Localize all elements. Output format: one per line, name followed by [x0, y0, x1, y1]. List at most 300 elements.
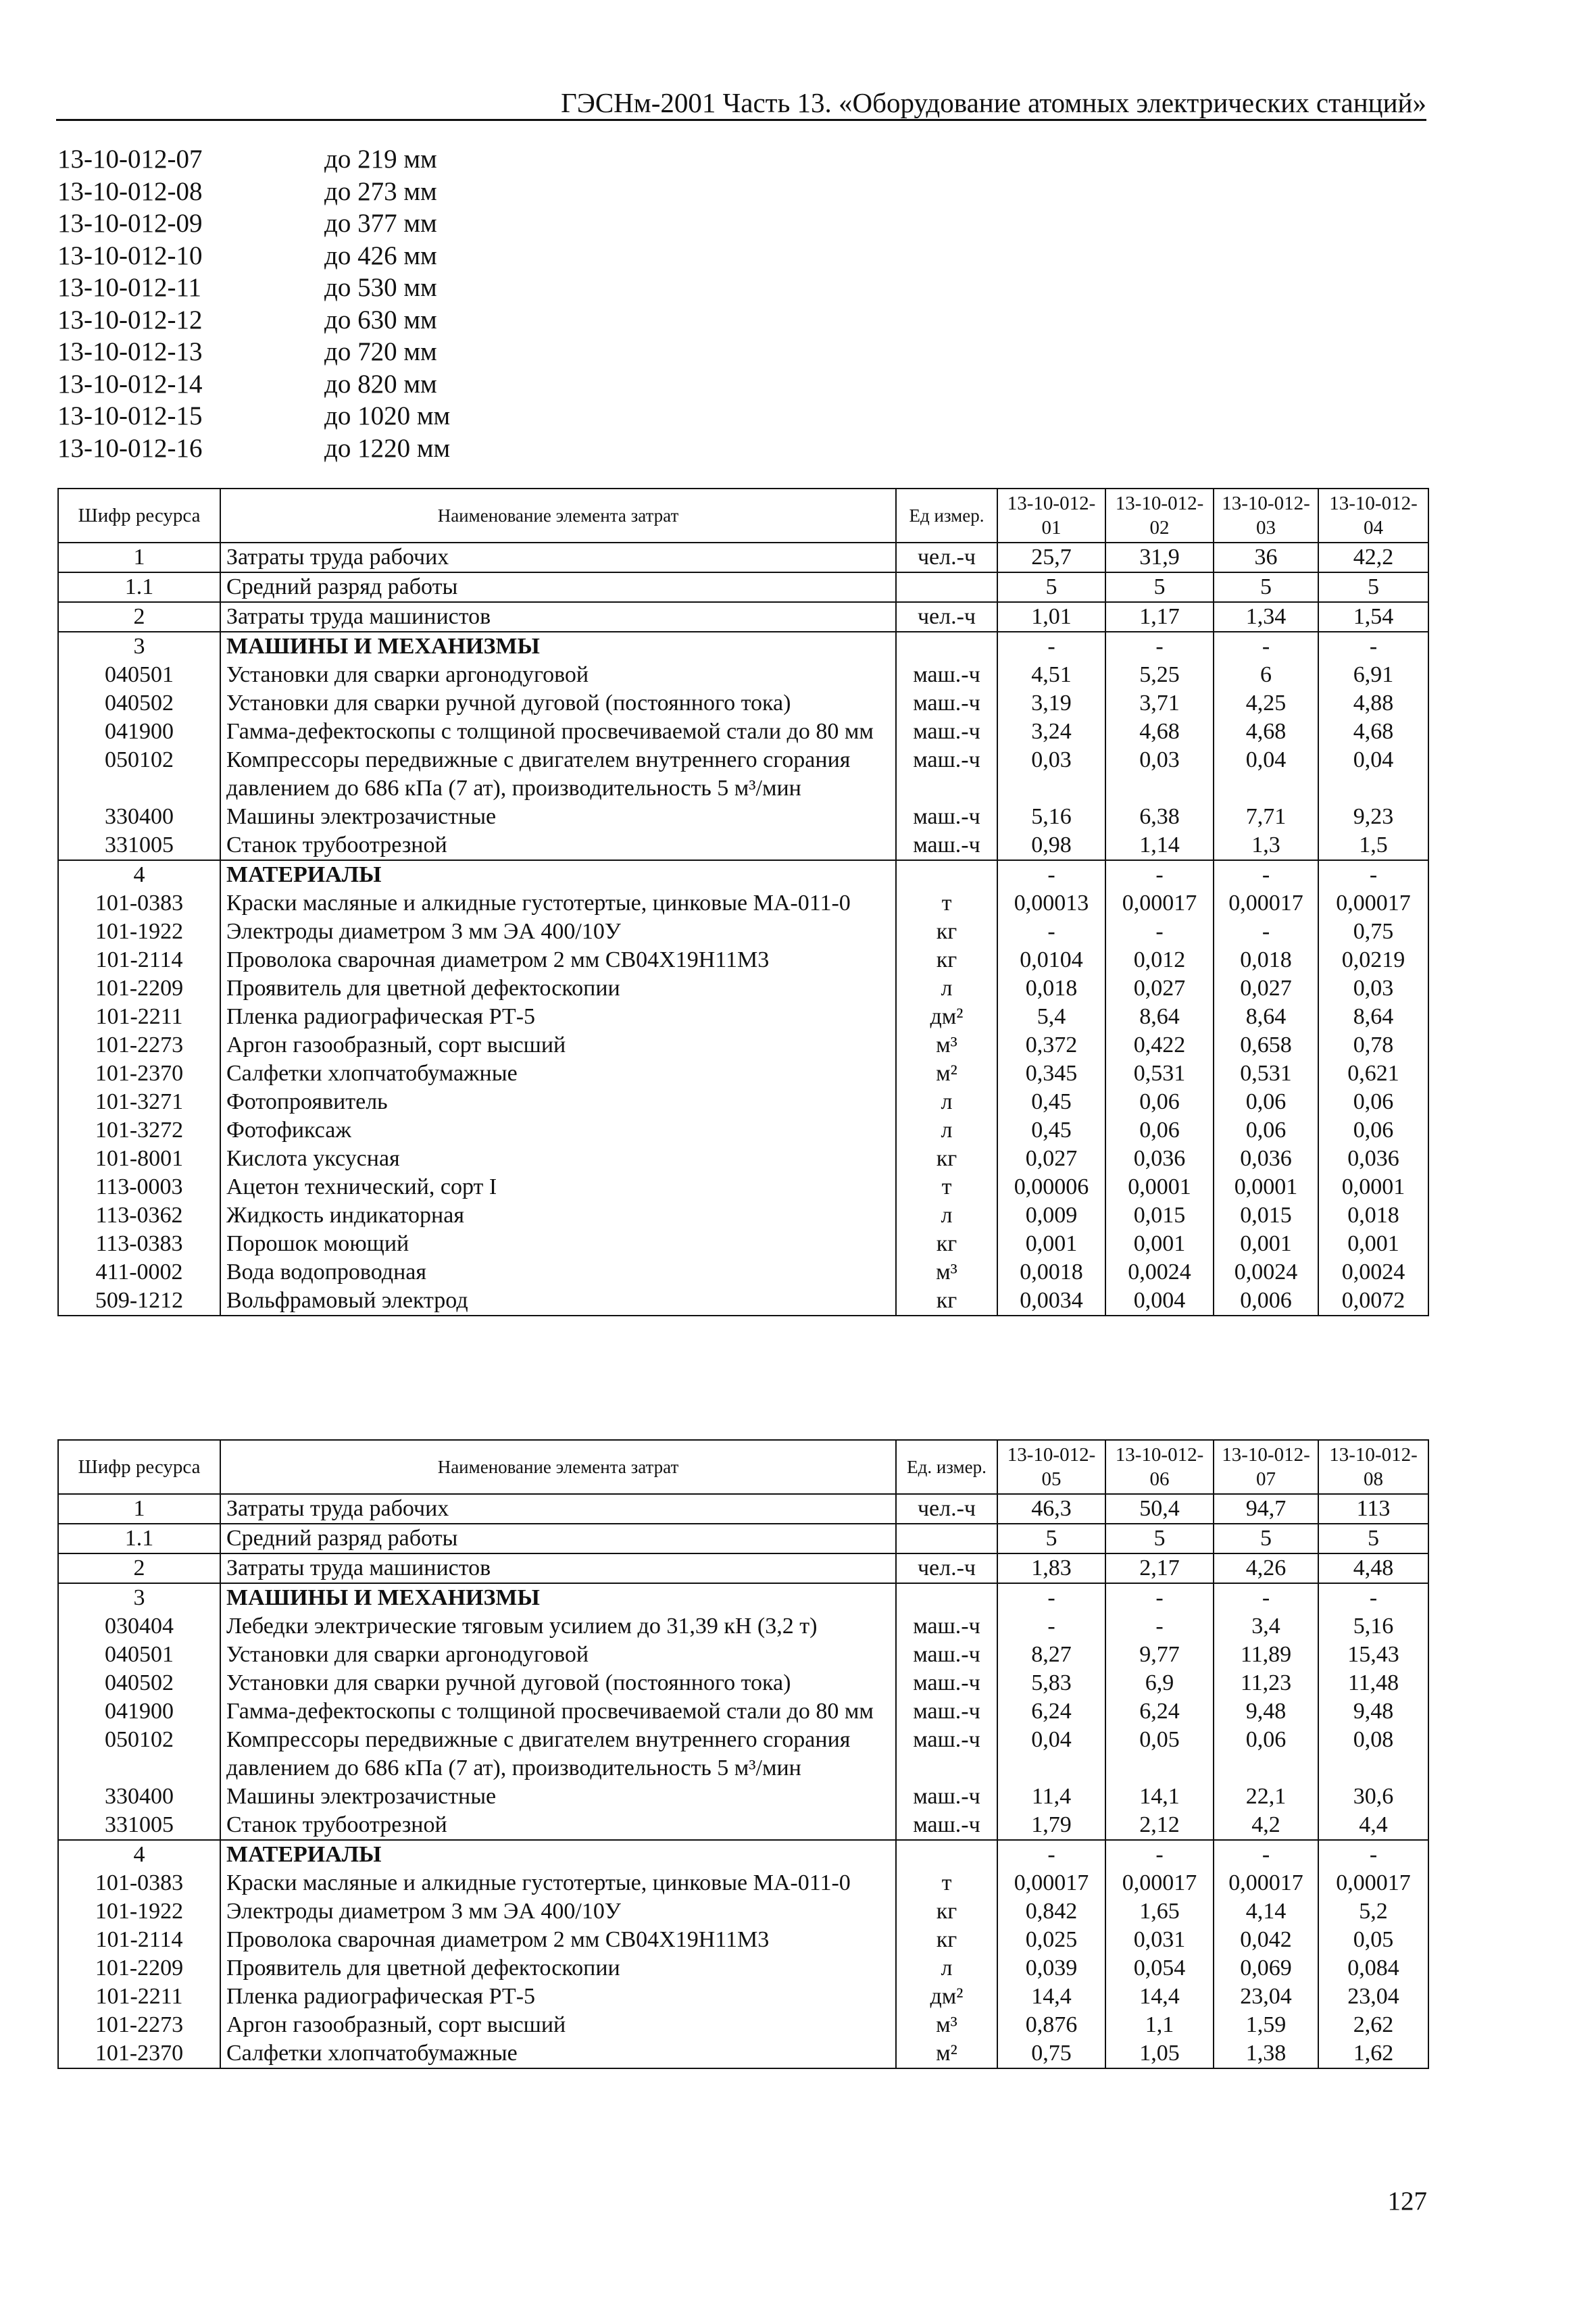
table-row — [58, 1583, 1428, 1612]
resource-code: 040502 — [58, 689, 220, 718]
table-row — [58, 543, 1428, 572]
table-row — [58, 1553, 1428, 1583]
resource-name: Затраты труда рабочих — [220, 1494, 896, 1524]
resource-value: 4,26 — [1214, 1553, 1318, 1583]
resource-value: 0,04 — [1214, 746, 1318, 803]
range-label: до 1220 мм — [324, 433, 451, 463]
resource-code: 101-3272 — [58, 1116, 220, 1145]
range-item — [57, 207, 450, 240]
resource-value: 14,4 — [1105, 1983, 1214, 2011]
resource-value: 5 — [1105, 1524, 1214, 1553]
table-row — [58, 831, 1428, 860]
resource-value: 0,009 — [997, 1201, 1105, 1230]
resource-name: Затраты труда рабочих — [220, 543, 896, 572]
resource-unit: м² — [896, 2039, 997, 2068]
table-row — [58, 2039, 1428, 2068]
resource-value: 0,018 — [1318, 1201, 1428, 1230]
resource-name: Фотофиксаж — [220, 1116, 896, 1145]
table-row — [58, 1088, 1428, 1116]
table-row — [58, 1897, 1428, 1926]
resource-unit: чел.-ч — [896, 1553, 997, 1583]
resource-value: - — [1318, 1583, 1428, 1612]
resource-name: Установки для сварки аргонодуговой — [220, 661, 896, 689]
resource-unit: маш.-ч — [896, 689, 997, 718]
resource-value: 0,00006 — [997, 1173, 1105, 1201]
resource-name: Ацетон технический, сорт I — [220, 1173, 896, 1201]
resource-value: 5,83 — [997, 1669, 1105, 1697]
resource-unit: л — [896, 1116, 997, 1145]
header-col-1: 13-10-012-05 — [997, 1440, 1105, 1494]
resource-code: 113-0003 — [58, 1173, 220, 1201]
resource-value: 5,16 — [1318, 1612, 1428, 1641]
page-header: ГЭСНм-2001 Часть 13. «Оборудование атомных электрических станций» — [561, 87, 1426, 118]
resource-value: 1,34 — [1214, 602, 1318, 632]
resource-unit: маш.-ч — [896, 1641, 997, 1669]
resource-name: Станок трубоотрезной — [220, 831, 896, 860]
resource-code: 331005 — [58, 831, 220, 860]
table-row — [58, 1003, 1428, 1031]
header-col-2: 13-10-012-06 — [1105, 1440, 1214, 1494]
table-row — [58, 689, 1428, 718]
resource-value: - — [1105, 860, 1214, 889]
resource-value: 0,027 — [1105, 974, 1214, 1003]
resource-name: Гамма-дефектоскопы с толщиной просвечиваемой стали до 80 мм — [220, 718, 896, 746]
resource-code: 101-1922 — [58, 918, 220, 946]
resource-value: - — [1105, 1612, 1214, 1641]
table-row — [58, 974, 1428, 1003]
header-unit: Ед измер. — [896, 489, 997, 543]
resource-code: 2 — [58, 1553, 220, 1583]
resource-name: Проволока сварочная диаметром 2 мм СВ04Х19Н11М3 — [220, 946, 896, 974]
range-code: 13-10-012-08 — [57, 176, 203, 206]
resource-name: Салфетки хлопчатобумажные — [220, 2039, 896, 2068]
resource-name: Установки для сварки ручной дуговой (постоянного тока) — [220, 1669, 896, 1697]
resource-value: - — [997, 1840, 1105, 1869]
table-row — [58, 632, 1428, 661]
resource-value: 0,98 — [997, 831, 1105, 860]
table-row — [58, 1783, 1428, 1811]
resource-value: - — [1318, 632, 1428, 661]
resource-value: 0,05 — [1105, 1726, 1214, 1783]
resource-unit — [896, 572, 997, 602]
table-row — [58, 946, 1428, 974]
resource-code: 050102 — [58, 746, 220, 803]
resource-value: - — [997, 860, 1105, 889]
resource-unit: маш.-ч — [896, 831, 997, 860]
resource-name: Пленка радиографическая РТ-5 — [220, 1003, 896, 1031]
resource-value: 0,03 — [1318, 974, 1428, 1003]
range-code: 13-10-012-15 — [57, 401, 203, 430]
table-row — [58, 572, 1428, 602]
resource-unit: маш.-ч — [896, 746, 997, 803]
resource-value: 0,031 — [1105, 1926, 1214, 1954]
resource-value: 0,06 — [1105, 1088, 1214, 1116]
resource-value: 5 — [1318, 1524, 1428, 1553]
range-code: 13-10-012-13 — [57, 337, 203, 366]
resource-code: 101-2273 — [58, 2011, 220, 2039]
resource-value: 0,001 — [1318, 1230, 1428, 1258]
resource-name: МАТЕРИАЛЫ — [220, 1840, 896, 1869]
table-row — [58, 1494, 1428, 1524]
resource-name: Вода водопроводная — [220, 1258, 896, 1287]
header-code: Шифр ресурса — [58, 489, 220, 543]
resource-value: 2,62 — [1318, 2011, 1428, 2039]
resource-value: 0,015 — [1214, 1201, 1318, 1230]
resource-code: 3 — [58, 632, 220, 661]
resource-unit: чел.-ч — [896, 602, 997, 632]
resource-name: Компрессоры передвижные с двигателем внутреннего сгорания давлением до 686 кПа (7 ат), производительность 5 м³/мин — [220, 1726, 896, 1783]
header-col-3: 13-10-012-07 — [1214, 1440, 1318, 1494]
resource-value: 4,2 — [1214, 1811, 1318, 1840]
resource-value: 0,036 — [1105, 1145, 1214, 1173]
table-row — [58, 1926, 1428, 1954]
resource-value: 8,27 — [997, 1641, 1105, 1669]
table-row — [58, 1869, 1428, 1897]
resource-name: Жидкость индикаторная — [220, 1201, 896, 1230]
resource-value: 11,4 — [997, 1783, 1105, 1811]
resource-value: 0,0219 — [1318, 946, 1428, 974]
resource-value: 0,0001 — [1105, 1173, 1214, 1201]
resource-value: - — [997, 1612, 1105, 1641]
range-code: 13-10-012-14 — [57, 369, 203, 399]
resource-code: 1.1 — [58, 1524, 220, 1553]
table-row — [58, 746, 1428, 803]
resource-value: 0,658 — [1214, 1031, 1318, 1060]
table-row — [58, 2011, 1428, 2039]
range-label: до 720 мм — [324, 337, 437, 366]
table-row — [58, 1954, 1428, 1983]
range-item — [57, 304, 450, 337]
resource-code: 040501 — [58, 661, 220, 689]
table-row — [58, 602, 1428, 632]
range-item — [57, 143, 450, 176]
resource-value: 0,054 — [1105, 1954, 1214, 1983]
resource-name: Установки для сварки аргонодуговой — [220, 1641, 896, 1669]
page-number: 127 — [1387, 2187, 1427, 2216]
resource-unit: маш.-ч — [896, 1726, 997, 1783]
header-col-4: 13-10-012-04 — [1318, 489, 1428, 543]
resource-unit: маш.-ч — [896, 1697, 997, 1726]
resource-name: Проявитель для цветной дефектоскопии — [220, 974, 896, 1003]
table-row — [58, 1116, 1428, 1145]
resource-unit: м³ — [896, 1258, 997, 1287]
header-name: Наименование элемента затрат — [220, 489, 896, 543]
resource-value: 22,1 — [1214, 1783, 1318, 1811]
resource-code: 1.1 — [58, 572, 220, 602]
resource-name: Проявитель для цветной дефектоскопии — [220, 1954, 896, 1983]
table-row — [58, 1612, 1428, 1641]
resource-unit: маш.-ч — [896, 803, 997, 831]
resource-value: 0,001 — [997, 1230, 1105, 1258]
resource-value: 0,0072 — [1318, 1287, 1428, 1316]
resource-value: 31,9 — [1105, 543, 1214, 572]
resource-unit: кг — [896, 918, 997, 946]
resource-value: 0,75 — [997, 2039, 1105, 2068]
range-label: до 426 мм — [324, 241, 437, 270]
resource-value: 1,59 — [1214, 2011, 1318, 2039]
resource-value: 5 — [1214, 572, 1318, 602]
resource-code: 4 — [58, 860, 220, 889]
resource-unit: маш.-ч — [896, 718, 997, 746]
resource-code: 101-8001 — [58, 1145, 220, 1173]
resource-value: 42,2 — [1318, 543, 1428, 572]
resource-value: - — [1214, 918, 1318, 946]
resource-value: - — [997, 1583, 1105, 1612]
resource-value: - — [1214, 1583, 1318, 1612]
resource-value: 0,001 — [1105, 1230, 1214, 1258]
resource-value: 0,06 — [1105, 1116, 1214, 1145]
resource-value: 1,1 — [1105, 2011, 1214, 2039]
resource-value: 8,64 — [1214, 1003, 1318, 1031]
resource-value: 1,17 — [1105, 602, 1214, 632]
resource-value: 11,48 — [1318, 1669, 1428, 1697]
resource-name: Компрессоры передвижные с двигателем внутреннего сгорания давлением до 686 кПа (7 ат), производительность 5 м³/мин — [220, 746, 896, 803]
resource-name: Электроды диаметром 3 мм ЭА 400/10У — [220, 1897, 896, 1926]
resource-code: 050102 — [58, 1726, 220, 1783]
resource-value: - — [1318, 1840, 1428, 1869]
resource-name: МАТЕРИАЛЫ — [220, 860, 896, 889]
table-row — [58, 860, 1428, 889]
table-row — [58, 1230, 1428, 1258]
resource-value: 0,018 — [997, 974, 1105, 1003]
resource-value: 0,001 — [1214, 1230, 1318, 1258]
resource-name: Средний разряд работы — [220, 1524, 896, 1553]
table-row — [58, 1983, 1428, 2011]
resource-unit: чел.-ч — [896, 1494, 997, 1524]
resource-table-1 — [57, 488, 1429, 1316]
resource-unit: л — [896, 974, 997, 1003]
table-row — [58, 889, 1428, 918]
resource-value: 0,842 — [997, 1897, 1105, 1926]
resource-value: - — [997, 632, 1105, 661]
resource-value: 50,4 — [1105, 1494, 1214, 1524]
resource-unit: маш.-ч — [896, 1811, 997, 1840]
resource-name: Аргон газообразный, сорт высший — [220, 2011, 896, 2039]
range-code: 13-10-012-10 — [57, 241, 203, 270]
resource-value: 36 — [1214, 543, 1318, 572]
resource-value: 0,04 — [1318, 746, 1428, 803]
resource-value: 6 — [1214, 661, 1318, 689]
resource-unit: л — [896, 1088, 997, 1116]
resource-value: 0,036 — [1318, 1145, 1428, 1173]
resource-value: 0,00017 — [1105, 1869, 1214, 1897]
resource-value: 3,71 — [1105, 689, 1214, 718]
resource-value: 0,06 — [1318, 1088, 1428, 1116]
resource-name: МАШИНЫ И МЕХАНИЗМЫ — [220, 1583, 896, 1612]
resource-value: 23,04 — [1214, 1983, 1318, 2011]
resource-value: 0,531 — [1214, 1060, 1318, 1088]
resource-value: 0,75 — [1318, 918, 1428, 946]
range-code: 13-10-012-07 — [57, 145, 203, 174]
range-item — [57, 240, 450, 272]
resource-value: 5 — [997, 1524, 1105, 1553]
table-row — [58, 1287, 1428, 1316]
resource-value: 113 — [1318, 1494, 1428, 1524]
resource-value: 0,039 — [997, 1954, 1105, 1983]
resource-value: 3,24 — [997, 718, 1105, 746]
resource-value: 6,24 — [997, 1697, 1105, 1726]
resource-value: 0,0018 — [997, 1258, 1105, 1287]
resource-code: 113-0383 — [58, 1230, 220, 1258]
resource-value: 0,45 — [997, 1116, 1105, 1145]
resource-value: 0,069 — [1214, 1954, 1318, 1983]
resource-value: 6,24 — [1105, 1697, 1214, 1726]
resource-name: МАШИНЫ И МЕХАНИЗМЫ — [220, 632, 896, 661]
resource-value: 0,531 — [1105, 1060, 1214, 1088]
resource-value: - — [1105, 1840, 1214, 1869]
resource-value: 4,14 — [1214, 1897, 1318, 1926]
resource-name: Электроды диаметром 3 мм ЭА 400/10У — [220, 918, 896, 946]
resource-code: 041900 — [58, 718, 220, 746]
header-col-2: 13-10-012-02 — [1105, 489, 1214, 543]
resource-unit: дм² — [896, 1983, 997, 2011]
resource-value: 14,1 — [1105, 1783, 1214, 1811]
resource-value: - — [1105, 632, 1214, 661]
resource-value: 0,012 — [1105, 946, 1214, 974]
resource-code: 2 — [58, 602, 220, 632]
resource-value: 0,0024 — [1214, 1258, 1318, 1287]
header-unit: Ед. измер. — [896, 1440, 997, 1494]
table-row — [58, 1060, 1428, 1088]
range-item — [57, 336, 450, 368]
resource-value: 5 — [1318, 572, 1428, 602]
resource-unit: кг — [896, 1287, 997, 1316]
resource-value: 0,015 — [1105, 1201, 1214, 1230]
resource-value: 1,83 — [997, 1553, 1105, 1583]
resource-value: 0,876 — [997, 2011, 1105, 2039]
resource-value: 0,0024 — [1105, 1258, 1214, 1287]
resource-value: 5 — [997, 572, 1105, 602]
resource-value: - — [1214, 1840, 1318, 1869]
resource-name: Затраты труда машинистов — [220, 1553, 896, 1583]
resource-name: Аргон газообразный, сорт высший — [220, 1031, 896, 1060]
resource-unit — [896, 860, 997, 889]
resource-value: 0,0001 — [1318, 1173, 1428, 1201]
resource-unit — [896, 1583, 997, 1612]
resource-code: 101-2273 — [58, 1031, 220, 1060]
resource-value: 0,78 — [1318, 1031, 1428, 1060]
resource-value: 0,0024 — [1318, 1258, 1428, 1287]
resource-value: 0,45 — [997, 1088, 1105, 1116]
resource-value: 0,00017 — [1214, 889, 1318, 918]
resource-value: 5 — [1214, 1524, 1318, 1553]
resource-value: 0,372 — [997, 1031, 1105, 1060]
range-item — [57, 272, 450, 304]
resource-unit — [896, 632, 997, 661]
resource-unit: кг — [896, 1897, 997, 1926]
resource-value: 2,12 — [1105, 1811, 1214, 1840]
header-col-4: 13-10-012-08 — [1318, 1440, 1428, 1494]
resource-value: 46,3 — [997, 1494, 1105, 1524]
resource-value: 0,03 — [997, 746, 1105, 803]
resource-unit: л — [896, 1954, 997, 1983]
resource-code: 113-0362 — [58, 1201, 220, 1230]
resource-value: 1,54 — [1318, 602, 1428, 632]
resource-name: Фотопроявитель — [220, 1088, 896, 1116]
resource-value: 4,51 — [997, 661, 1105, 689]
table-row — [58, 1726, 1428, 1783]
resource-value: 23,04 — [1318, 1983, 1428, 2011]
resource-name: Машины электрозачистные — [220, 1783, 896, 1811]
resource-code: 331005 — [58, 1811, 220, 1840]
resource-value: 0,00017 — [1214, 1869, 1318, 1897]
resource-unit: чел.-ч — [896, 543, 997, 572]
resource-name: Лебедки электрические тяговым усилием до 31,39 кН (3,2 т) — [220, 1612, 896, 1641]
resource-unit: кг — [896, 1145, 997, 1173]
resource-value: 4,68 — [1318, 718, 1428, 746]
resource-value: 0,06 — [1318, 1116, 1428, 1145]
resource-value: 14,4 — [997, 1983, 1105, 2011]
resource-unit: м³ — [896, 1031, 997, 1060]
range-label: до 1020 мм — [324, 401, 451, 430]
range-code: 13-10-012-16 — [57, 433, 203, 463]
resource-value: 11,23 — [1214, 1669, 1318, 1697]
resource-value: 0,06 — [1214, 1116, 1318, 1145]
resource-code: 101-2211 — [58, 1983, 220, 2011]
resource-value: 1,05 — [1105, 2039, 1214, 2068]
table-row — [58, 661, 1428, 689]
resource-value: 0,00017 — [1318, 889, 1428, 918]
resource-unit — [896, 1840, 997, 1869]
resource-value: 9,48 — [1214, 1697, 1318, 1726]
resource-value: 6,38 — [1105, 803, 1214, 831]
resource-value: 1,65 — [1105, 1897, 1214, 1926]
resource-value: 0,00017 — [1105, 889, 1214, 918]
table-row — [58, 1641, 1428, 1669]
table-row — [58, 1697, 1428, 1726]
resource-value: 8,64 — [1318, 1003, 1428, 1031]
resource-code: 330400 — [58, 1783, 220, 1811]
resource-value: 4,25 — [1214, 689, 1318, 718]
resource-value: 11,89 — [1214, 1641, 1318, 1669]
resource-unit: т — [896, 889, 997, 918]
resource-name: Средний разряд работы — [220, 572, 896, 602]
resource-unit: м³ — [896, 2011, 997, 2039]
resource-unit: дм² — [896, 1003, 997, 1031]
resource-value: 5,25 — [1105, 661, 1214, 689]
range-label: до 273 мм — [324, 176, 437, 206]
resource-code: 101-3271 — [58, 1088, 220, 1116]
range-code: 13-10-012-11 — [57, 273, 202, 302]
resource-value: 4,48 — [1318, 1553, 1428, 1583]
resource-unit: кг — [896, 1230, 997, 1258]
header-code: Шифр ресурса — [58, 1440, 220, 1494]
range-item — [57, 432, 450, 465]
resource-value: 2,17 — [1105, 1553, 1214, 1583]
resource-value: 1,5 — [1318, 831, 1428, 860]
resource-value: 0,06 — [1214, 1088, 1318, 1116]
resource-unit: л — [896, 1201, 997, 1230]
resource-code: 330400 — [58, 803, 220, 831]
resource-name: Установки для сварки ручной дуговой (постоянного тока) — [220, 689, 896, 718]
resource-value: 0,025 — [997, 1926, 1105, 1954]
resource-code: 101-2211 — [58, 1003, 220, 1031]
resource-value: 15,43 — [1318, 1641, 1428, 1669]
range-item — [57, 176, 450, 208]
resource-value: 4,88 — [1318, 689, 1428, 718]
resource-unit: кг — [896, 1926, 997, 1954]
resource-value: 3,4 — [1214, 1612, 1318, 1641]
resource-value: 0,018 — [1214, 946, 1318, 974]
resource-unit — [896, 1524, 997, 1553]
resource-table-2 — [57, 1439, 1429, 2069]
resource-unit: кг — [896, 946, 997, 974]
resource-value: 30,6 — [1318, 1783, 1428, 1811]
resource-value: 5,16 — [997, 803, 1105, 831]
resource-code: 101-2114 — [58, 946, 220, 974]
header-rule — [56, 119, 1426, 121]
resource-value: 0,00017 — [997, 1869, 1105, 1897]
